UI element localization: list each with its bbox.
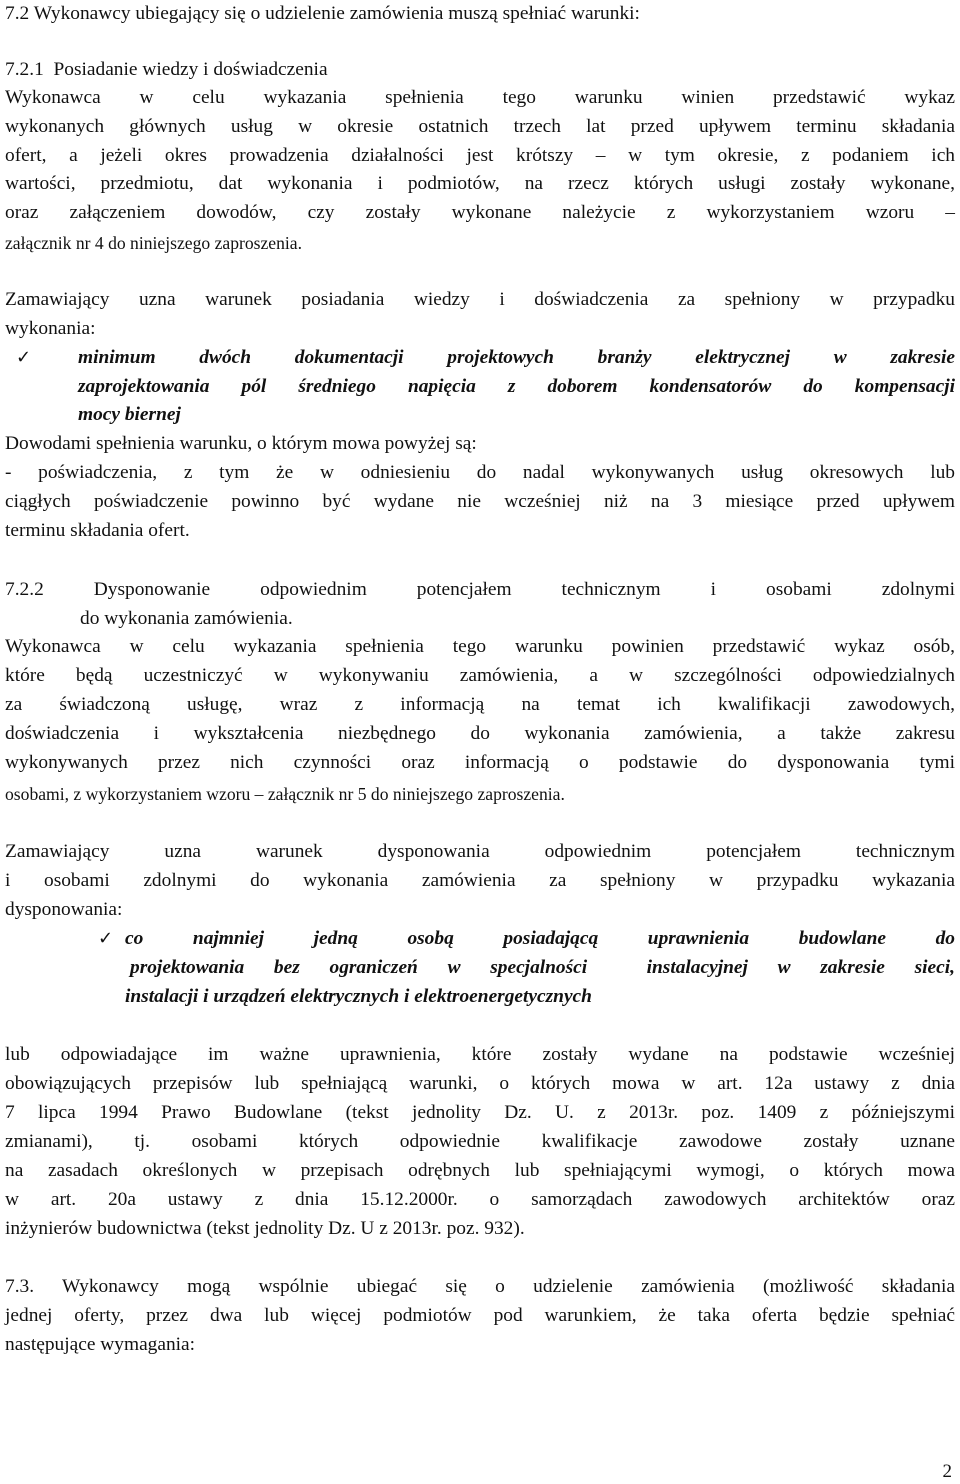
paragraph-line: ofert, a jeżeli okres prowadzenia działalności jest krótszy – w tym okresie, z podaniem ich <box>5 145 955 166</box>
section-7-2-2-heading: do wykonania zamówienia. <box>80 608 293 629</box>
paragraph-line: wartości, przedmiotu, dat wykonania i podmiotów, na rzecz których usługi zostały wykonane, <box>5 173 955 194</box>
paragraph-line: wykonania: <box>5 318 96 339</box>
paragraph-line: i osobami zdolnymi do wykonania zamówienia za spełniony w przypadku wykazania <box>5 870 955 891</box>
paragraph-line: Dowodami spełnienia warunku, o którym mowa powyżej są: <box>5 433 477 454</box>
checkmark-icon: ✓ <box>98 928 114 949</box>
requirement-line: co najmniej jedną osobą posiadającą uprawnienia budowlane do <box>125 928 955 949</box>
paragraph-line: 7 lipca 1994 Prawo Budowlane (tekst jednolity Dz. U. z 2013r. poz. 1409 z późniejszymi <box>5 1102 955 1123</box>
requirement-line: instalacji i urządzeń elektrycznych i elektroenergetycznych <box>125 986 592 1007</box>
paragraph-line: zmianami), tj. osobami których odpowiednie kwalifikacje zawodowe zostały uznane <box>5 1131 955 1152</box>
page-number: 2 <box>942 1461 952 1482</box>
paragraph-line: Wykonawca w celu wykazania spełnienia tego warunku winien przedstawić wykaz <box>5 87 955 108</box>
paragraph-line: Wykonawca w celu wykazania spełnienia tego warunku powinien przedstawić wykaz osób, <box>5 636 955 657</box>
paragraph-line: oraz załączeniem dowodów, czy zostały wykonane należycie z wykorzystaniem wzoru – <box>5 202 955 223</box>
section-7-3-line: następujące wymagania: <box>5 1334 196 1355</box>
checkmark-icon: ✓ <box>16 347 32 368</box>
section-7-3-line: 7.3. Wykonawcy mogą wspólnie ubiegać się o udzielenie zamówienia (możliwość składania <box>5 1276 955 1297</box>
paragraph-line: załącznik nr 4 do niniejszego zaproszenia. <box>5 233 303 253</box>
paragraph-line: za świadczoną usługę, wraz z informacją na temat ich kwalifikacji zawodowych, <box>5 694 955 715</box>
paragraph-line: dysponowania: <box>5 899 123 920</box>
paragraph-line: Zamawiający uzna warunek dysponowania odpowiednim potencjałem technicznym <box>5 841 955 862</box>
paragraph-line: ciągłych poświadczenie powinno być wydane nie wcześniej niż na 3 miesiące przed upływem <box>5 491 955 512</box>
paragraph-line: wykonywanych przez nich czynności oraz informacją o podstawie do dysponowania tymi <box>5 752 955 773</box>
paragraph-line: Zamawiający uzna warunek posiadania wiedzy i doświadczenia za spełniony w przypadku <box>5 289 955 310</box>
paragraph-line: lub odpowiadające im ważne uprawnienia, które zostały wydane na podstawie wcześniej <box>5 1044 955 1065</box>
paragraph-line: w art. 20a ustawy z dnia 15.12.2000r. o samorządach zawodowych architektów oraz <box>5 1189 955 1210</box>
section-7-2-2-heading: 7.2.2 Dysponowanie odpowiednim potencjałem technicznym i osobami zdolnymi <box>5 579 955 600</box>
section-7-2-1-heading: 7.2.1 Posiadanie wiedzy i doświadczenia <box>5 59 328 80</box>
paragraph-line: doświadczenia i wykształcenia niezbędnego do wykonania zamówienia, a także zakresu <box>5 723 955 744</box>
requirement-line: minimum dwóch dokumentacji projektowych branży elektrycznej w zakresie <box>78 347 955 368</box>
paragraph-line: na zasadach określonych w przepisach odrębnych lub spełniającymi wymogi, o których mowa <box>5 1160 955 1181</box>
paragraph-line: terminu składania ofert. <box>5 520 190 541</box>
paragraph-line: - poświadczenia, z tym że w odniesieniu do nadal wykonywanych usług okresowych lub <box>5 462 955 483</box>
paragraph-line: obowiązujących przepisów lub spełniającą warunki, o których mowa w art. 12a ustawy z dnia <box>5 1073 955 1094</box>
section-7-3-line: jednej oferty, przez dwa lub więcej podmiotów pod warunkiem, że taka oferta będzie spełniać <box>5 1305 955 1326</box>
paragraph-line: osobami, z wykorzystaniem wzoru – załącznik nr 5 do niniejszego zaproszenia. <box>5 784 565 804</box>
requirement-line: projektowania bez ograniczeń w specjalności instalacyjnej w zakresie sieci, <box>130 957 955 978</box>
requirement-line: mocy biernej <box>78 404 181 425</box>
requirement-line: zaprojektowania pól średniego napięcia z doborem kondensatorów do kompensacji <box>78 376 955 397</box>
paragraph-line: wykonanych głównych usług w okresie ostatnich trzech lat przed upływem terminu składania <box>5 116 955 137</box>
paragraph-line: inżynierów budownictwa (tekst jednolity Dz. U z 2013r. poz. 932). <box>5 1218 525 1239</box>
section-7-2-title: 7.2 Wykonawcy ubiegający się o udzielenie zamówienia muszą spełniać warunki: <box>5 3 640 24</box>
paragraph-line: które będą uczestniczyć w wykonywaniu zamówienia, a w szczególności odpowiedzialnych <box>5 665 955 686</box>
